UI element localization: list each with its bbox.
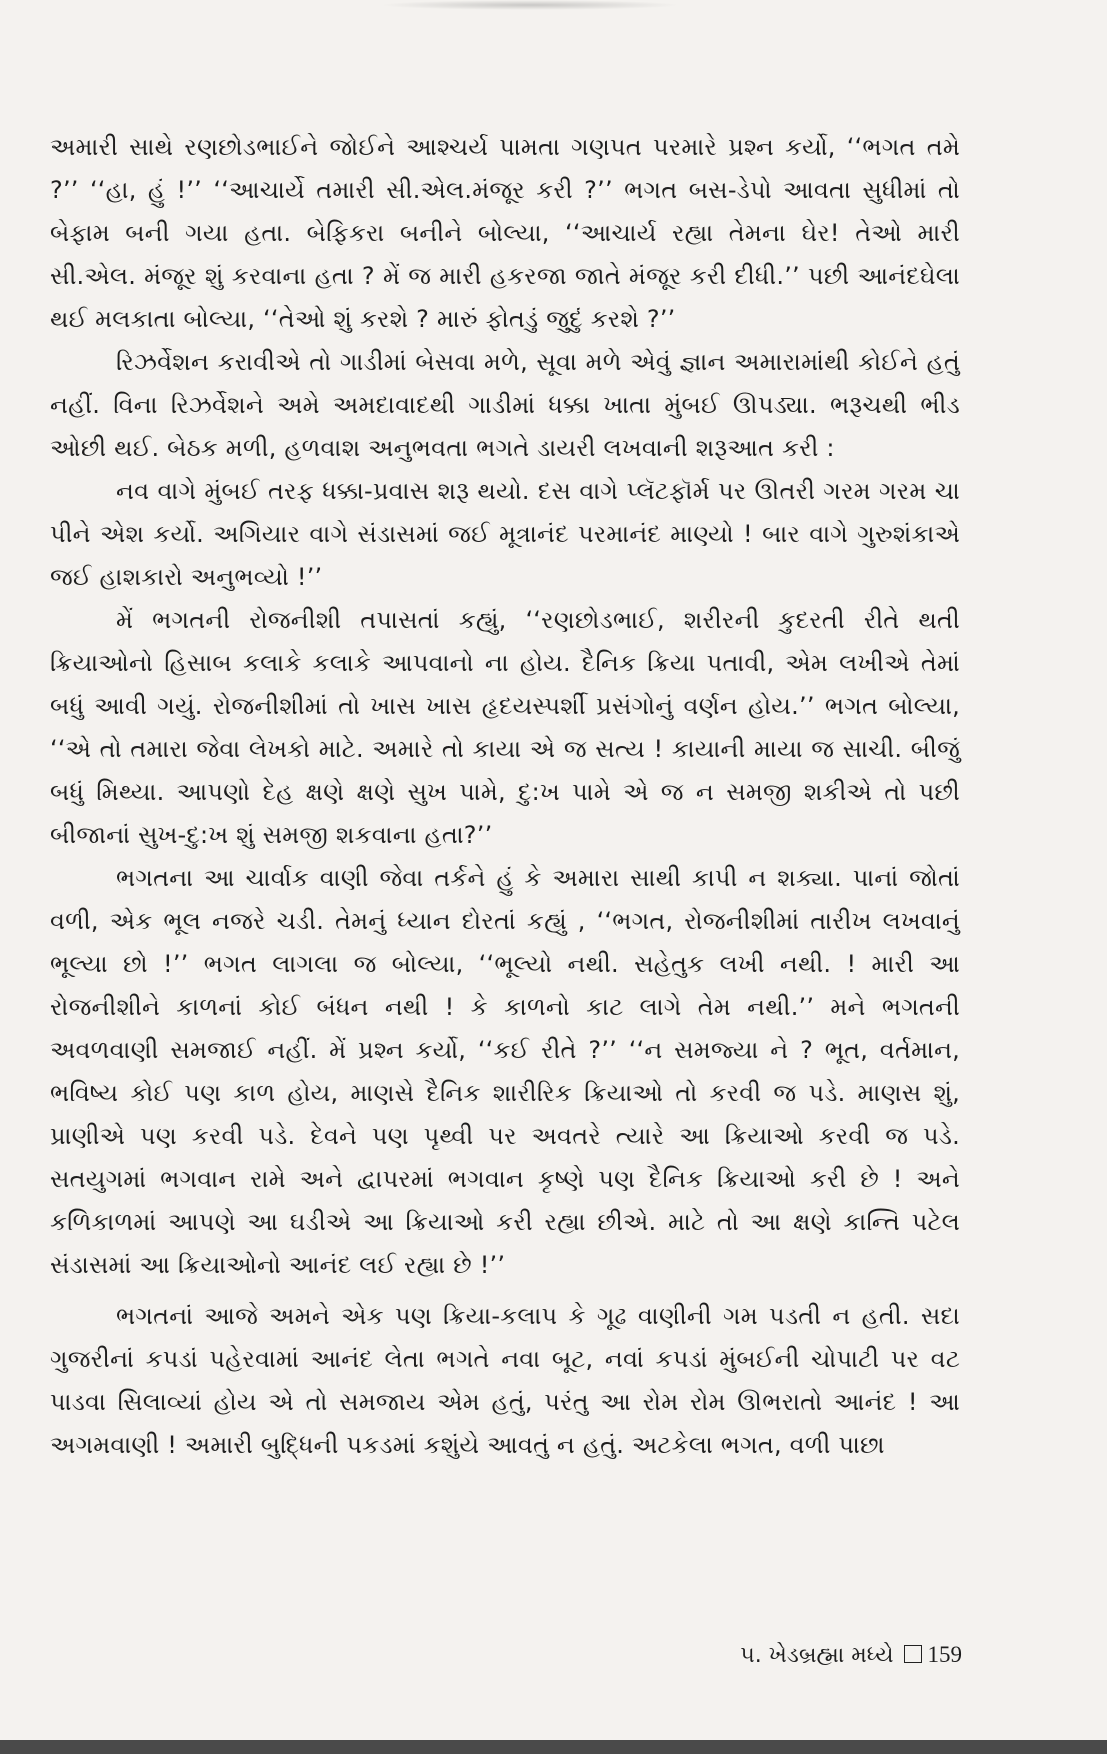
paragraph-6: ભગતનાં આજે અમને એક પણ ક્રિયા-કલાપ કે ગૂઢ વાણીની ગમ પડતી ન હતી. સદા ગુજરીનાં કપડાં પહેરવામાં આનંદ લેતા ભગતે નવા બૂટ, નવાં કપડાં મુંબઈની ચોપાટી પર વટ પાડવા સિલાવ્યાં હોય એ તો સમજાય એમ હતું, પરંતુ આ રોમ રોમ ઊભરાતો આનંદ ! આ અગમવાણી ! અમારી બુદ્ધિની પકડમાં કશુંયે આવતું ન હતું. અટકેલા ભગત, વળી પાછા (50, 1302, 960, 1459)
chapter-title: ૫. ખેડબ્રહ્મા મધ્યે (740, 1643, 894, 1668)
paragraph-1: અમારી સાથે રણછોડભાઈને જોઈને આશ્ચર્ય પામતા ગણપત પરમારે પ્રશ્ન કર્યો, ‘‘ભગત તમે ?’’ ‘‘હા, હું !’’ ‘‘આચાર્યે તમારી સી.એલ.મંજૂર કરી ?’’ ભગત બસ-ડેપો આવતા સુધીમાં તો બેફામ બની ગયા હતા. બેફિકરા બનીને બોલ્યા, ‘‘આચાર્ય રહ્યા તેમના ઘેર! તેઓ મારી સી.એલ. મંજૂર શું કરવાના હતા ? મેં જ મારી હકરજા જાતે મંજૂર કરી દીધી.’’ પછી આનંદઘેલા થઈ મલકાતા બોલ્યા, ‘‘તેઓ શું કરશે ? મારું ફોતડું જુદું કરશે ?’’ (50, 133, 960, 333)
square-icon (904, 1645, 922, 1663)
scan-shadow (380, 0, 680, 10)
paragraph-3: નવ વાગે મુંબઈ તરફ ધક્કા-પ્રવાસ શરૂ થયો. દસ વાગે પ્લૅટફૉર્મ પર ઊતરી ગરમ ગરમ ચા પીને એશ કર્યો. અગિયાર વાગે સંડાસમાં જઈ મૂત્રાનંદ પરમાનંદ માણ્યો ! બાર વાગે ગુરુશંકાએ જઈ હાશકારો અનુભવ્યો !’’ (50, 477, 960, 591)
page-number: 159 (927, 1642, 962, 1667)
paragraph-4: મેં ભગતની રોજનીશી તપાસતાં કહ્યું, ‘‘રણછોડભાઈ, શરીરની કુદરતી રીતે થતી ક્રિયાઓનો હિસાબ કલાકે કલાકે આપવાનો ના હોય. દૈનિક ક્રિયા પતાવી, એમ લખીએ તેમાં બધું આવી ગયું. રોજનીશીમાં તો ખાસ ખાસ હૃદયસ્પર્શી પ્રસંગોનું વર્ણન હોય.’’ ભગત બોલ્યા, ‘‘એ તો તમારા જેવા લેખકો માટે. અમારે તો કાયા એ જ સત્ય ! કાયાની માયા જ સાચી. બીજું બધું મિથ્યા. આપણો દેહ ક્ષણે ક્ષણે સુખ પામે, દુ:ખ પામે એ જ ન સમજી શકીએ તો પછી બીજાનાં સુખ-દુ:ખ શું સમજી શકવાના હતા?’’ (50, 606, 960, 849)
scan-edge (0, 1740, 1107, 1754)
body-text (50, 126, 960, 1467)
paragraph-5: ભગતના આ ચાર્વાક વાણી જેવા તર્કને હું કે અમારા સાથી કાપી ન શક્યા. પાનાં જોતાં વળી, એક ભૂલ નજરે ચડી. તેમનું ધ્યાન દોરતાં કહ્યું , ‘‘ભગત, રોજનીશીમાં તારીખ લખવાનું ભૂલ્યા છો !’’ ભગત લાગલા જ બોલ્યા, ‘‘ભૂલ્યો નથી. સહેતુક લખી નથી. ! મારી આ રોજનીશીને કાળનાં કોઈ બંધન નથી ! કે કાળનો કાટ લાગે તેમ નથી.’’ મને ભગતની અવળવાણી સમજાઈ નહીં. મેં પ્રશ્ન કર્યો, ‘‘કઈ રીતે ?’’ ‘‘ન સમજ્યા ને ? ભૂત, વર્તમાન, ભવિષ્ય કોઈ પણ કાળ હોય, માણસે દૈનિક શારીરિક ક્રિયાઓ તો કરવી જ પડે. માણસ શું, પ્રાણીએ પણ કરવી પડે. દેવને પણ પૃથ્વી પર અવતરે ત્યારે આ ક્રિયાઓ કરવી જ પડે. સતયુગમાં ભગવાન રામે અને દ્વાપરમાં ભગવાન કૃષ્ણે પણ દૈનિક ક્રિયાઓ કરી છે ! અને કળિકાળમાં આપણે આ ઘડીએ આ ક્રિયાઓ કરી રહ્યા છીએ. માટે તો આ ક્ષણે કાન્તિ પટેલ સંડાસમાં આ ક્રિયાઓનો આનંદ લઈ રહ્યા છે !’’ (50, 864, 960, 1279)
paragraph-2: રિઝર્વેશન કરાવીએ તો ગાડીમાં બેસવા મળે, સૂવા મળે એવું જ્ઞાન અમારામાંથી કોઈને હતું નહીં. વિના રિઝર્વેશને અમે અમદાવાદથી ગાડીમાં ધક્કા ખાતા મુંબઈ ઊપડ્યા. ભરૂચથી ભીડ ઓછી થઈ. બેઠક મળી, હળવાશ અનુભવતા ભગતે ડાયરી લખવાની શરૂઆત કરી : (50, 348, 960, 462)
page-footer (682, 1640, 962, 1671)
